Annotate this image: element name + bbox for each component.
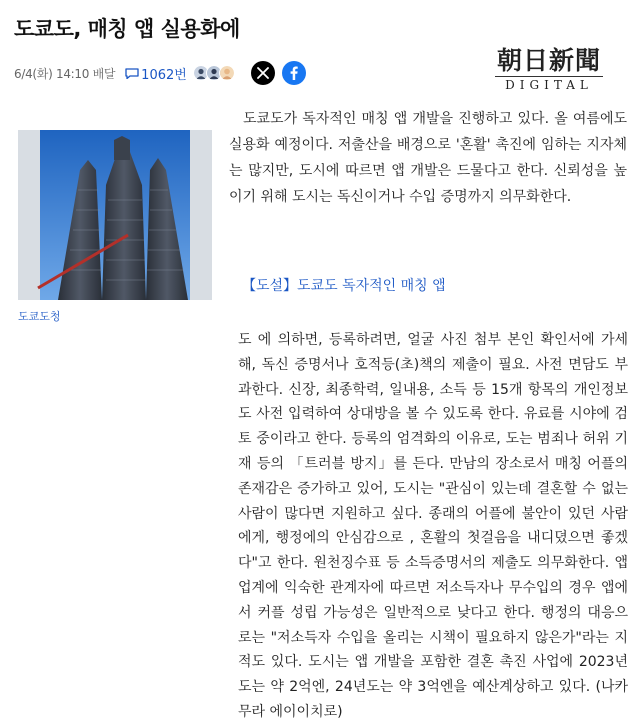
comments-link[interactable] (125, 64, 187, 83)
photo-caption: 도쿄도청 (18, 310, 61, 323)
article-body (14, 328, 628, 725)
tokyo-government-building-image (18, 130, 212, 300)
article-photo[interactable] (18, 130, 212, 300)
avatar (219, 65, 235, 81)
x-icon (257, 67, 269, 79)
related-link[interactable]: 【도설】도쿄도 독자적인 매칭 앱 (242, 278, 446, 294)
article-body-paragraph: 도 에 의하면, 등록하려면, 얼굴 사진 첨부 본인 확인서에 가세해, 독신 증명서나 호적등(초)책의 제출이 필요. 사전 면담도 부과한다. 신장, 최종학력, 일내용, 소득 등 15개 항목의 개인정보도 사전 입력하여 상대방을 볼 수 있도록 한다. 유료를 시야에 검토 중이라고 한다. 등록의 엄격화의 이유로, 도는 범죄나 허위 기재 등의 「트러블 방지」를 든다. 만남의 장소로서 매칭 어플의 존재감은 증가하고 있어, 도시는 "관심이 있는데 결혼할 수 없는 사람이 많다면 지원하고 싶다. 종래의 어플에 불안이 있던 사람에게, 행정에의 안심감으로 , 혼활의 첫걸음을 내디뎠으면 좋겠다"고 한다. 원천징수표 등 소득증명서의 제출도 의무화한다. 앱 업계에 익숙한 관계자에 따르면 저소득자나 무수입의 경우 앱에서 커플 성립 가능성은 일반적으로 낮다고 한다. 행정의 대응으로는 "저소득자 수입을 올리는 시책이 필요하지 않은가"라는 지적도 있다. 도시는 앱 개발을 포함한 결혼 촉진 사업에 2023년도는 약 2억엔, 24년도는 약 3억엔을 예산계상하고 있다. (나카무라 에이이치로) (238, 332, 628, 720)
share-facebook-button[interactable] (282, 61, 306, 85)
share-x-button[interactable] (251, 61, 275, 85)
publisher-logo-main: 朝日新聞 (496, 46, 601, 75)
article-lead: 도쿄도가 독자적인 매칭 앱 개발을 진행하고 있다. 올 여름에도 실용화 예정이다. 저출산을 배경으로 '혼활' 촉진에 임하는 지자체는 많지만, 도시에 따르면 앱 개발은 드물다고 한다. 신뢰성을 높이기 위해 도시는 독신이거나 수입 증명까지 의무화한다. (229, 111, 627, 205)
article-title: 도쿄도, 매칭 앱 실용화에 (14, 17, 240, 41)
publisher-logo-sub: DIGITAL (505, 78, 593, 92)
commenter-avatars (193, 65, 235, 81)
publish-date: 6/4(화) 14:10 배달 (14, 66, 116, 81)
comment-count: 1062번 (141, 67, 187, 83)
publisher-logo[interactable] (487, 48, 611, 92)
comment-icon (125, 68, 139, 79)
logo-divider (495, 76, 603, 77)
article-meta (14, 62, 235, 84)
facebook-icon (282, 61, 306, 85)
